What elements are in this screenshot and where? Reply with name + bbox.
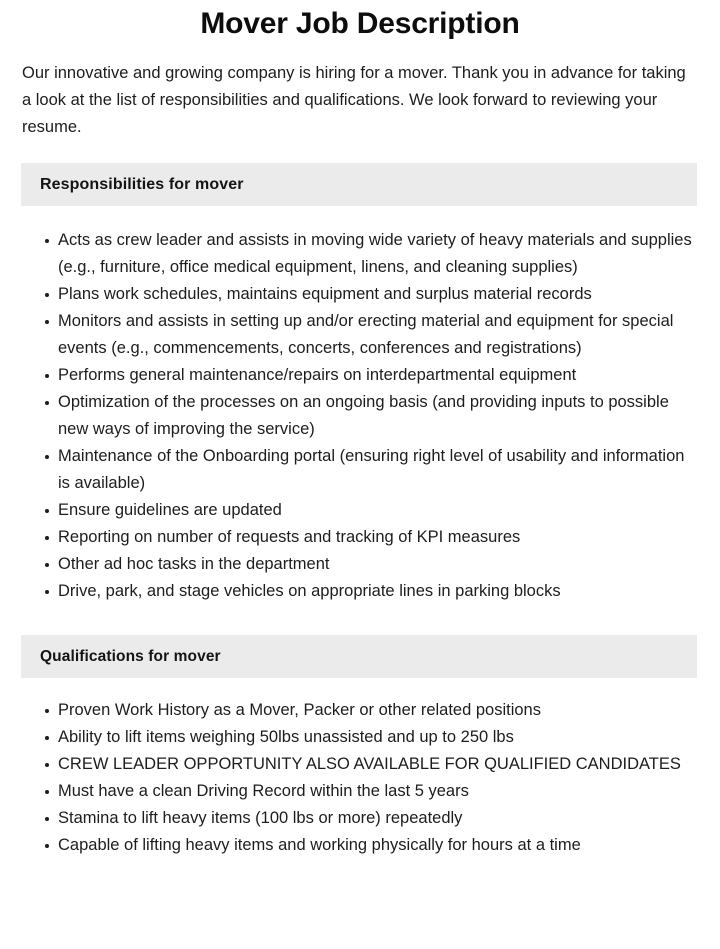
list-item: Maintenance of the Onboarding portal (ensuring right level of usability and information is available)	[0, 443, 720, 497]
page-title: Mover Job Description	[200, 7, 520, 40]
intro-paragraph: Our innovative and growing company is hiring for a mover. Thank you in advance for taking a look at the list of responsibilities and qualifications. We look forward to reviewing your resume.	[22, 64, 686, 136]
section-header-qualifications	[21, 635, 697, 678]
responsibilities-list	[0, 227, 720, 605]
section-qualifications	[0, 635, 720, 859]
list-item: Plans work schedules, maintains equipment and surplus material records	[0, 281, 720, 308]
section-header-responsibilities	[21, 163, 697, 206]
list-item: Drive, park, and stage vehicles on appropriate lines in parking blocks	[0, 578, 720, 605]
list-item: Optimization of the processes on an ongoing basis (and providing inputs to possible new ways of improving the service)	[0, 389, 720, 443]
list-item: Must have a clean Driving Record within the last 5 years	[0, 778, 720, 805]
list-item: Ensure guidelines are updated	[0, 497, 720, 524]
qualifications-list	[0, 697, 720, 859]
list-item: Other ad hoc tasks in the department	[0, 551, 720, 578]
list-item: Ability to lift items weighing 50lbs unassisted and up to 250 lbs	[0, 724, 720, 751]
list-item: Performs general maintenance/repairs on interdepartmental equipment	[0, 362, 720, 389]
list-item: Acts as crew leader and assists in moving wide variety of heavy materials and supplies (e.g., furniture, office medical equipment, linens, and cleaning supplies)	[0, 227, 720, 281]
section-responsibilities	[0, 163, 720, 605]
section-header-title: Responsibilities for mover	[40, 175, 244, 193]
list-item: Monitors and assists in setting up and/or erecting material and equipment for special events (e.g., commencements, concerts, conferences and registrations)	[0, 308, 720, 362]
section-header-title: Qualifications for mover	[40, 647, 221, 665]
list-item: Reporting on number of requests and tracking of KPI measures	[0, 524, 720, 551]
list-item: CREW LEADER OPPORTUNITY ALSO AVAILABLE FOR QUALIFIED CANDIDATES	[0, 751, 720, 778]
list-item: Proven Work History as a Mover, Packer or other related positions	[0, 697, 720, 724]
list-item: Capable of lifting heavy items and working physically for hours at a time	[0, 832, 720, 859]
list-item: Stamina to lift heavy items (100 lbs or more) repeatedly	[0, 805, 720, 832]
